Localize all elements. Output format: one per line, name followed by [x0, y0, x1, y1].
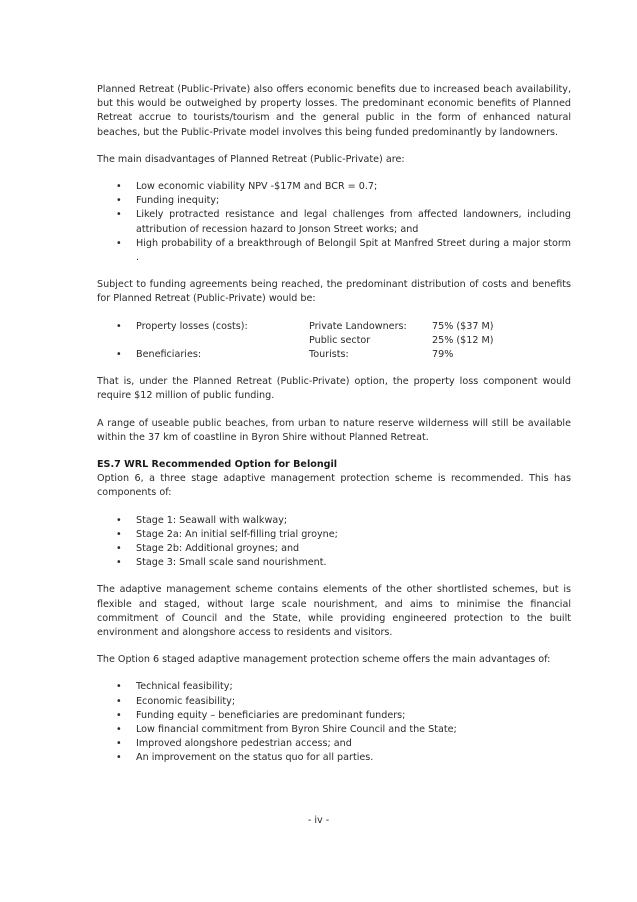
- paragraph-option-6: Option 6, a three stage adaptive management protection scheme is recommended. This has components of:: [97, 473, 571, 499]
- list-item: • Stage 2a: An initial self-filling trial groyne;: [97, 528, 571, 542]
- distribution-party: Private Landowners:: [309, 320, 407, 332]
- distribution-share: 75% ($37 M): [432, 320, 494, 332]
- distribution-item: Beneficiaries:: [136, 349, 202, 361]
- paragraph-disadvantages-intro: The main disadvantages of Planned Retreat (Public-Private) are:: [97, 153, 405, 165]
- list-item: • Likely protracted resistance and legal challenges from affected landowners, including attribution of recession hazard to Jonson Street works; and: [97, 208, 571, 236]
- list-item: • Stage 3: Small scale sand nourishment.: [97, 556, 571, 570]
- list-item: • Stage 1: Seawall with walkway;: [97, 514, 571, 528]
- distribution-table: [97, 320, 571, 363]
- distribution-party: Public sector: [309, 334, 371, 346]
- list-item: • Improved alongshore pedestrian access; and: [97, 737, 571, 751]
- list-item: • Funding inequity;: [97, 194, 571, 208]
- document-page: [97, 83, 571, 766]
- distribution-item: Property losses (costs):: [136, 320, 248, 332]
- list-item: • Economic feasibility;: [97, 695, 571, 709]
- distribution-party: Tourists:: [309, 349, 349, 361]
- paragraph-economic-benefits: Planned Retreat (Public-Private) also offers economic benefits due to increased beach availability, but this would be outweighed by property losses. The predominant economic benefits of Planned Retreat accrue to tourists/tourism and the general public in the form of enhanced natural beaches, but the Public-Private model involves this being funded predominantly by landowners.: [97, 84, 571, 138]
- paragraph-advantages-intro: The Option 6 staged adaptive management protection scheme offers the main advantages of:: [97, 654, 551, 666]
- stages-list: [97, 514, 571, 571]
- paragraph-public-beaches: A range of useable public beaches, from urban to nature reserve wilderness will still be available within the 37 km of coastline in Byron Shire without Planned Retreat.: [97, 417, 571, 443]
- distribution-share: 25% ($12 M): [432, 334, 494, 346]
- list-item: • Technical feasibility;: [97, 680, 571, 694]
- bullet: •: [116, 349, 122, 361]
- bullet: •: [116, 320, 122, 332]
- list-item: • Funding equity – beneficiaries are predominant funders;: [97, 709, 571, 723]
- distribution-share: 79%: [432, 349, 454, 361]
- list-item: • Low financial commitment from Byron Shire Council and the State;: [97, 723, 571, 737]
- section-heading: ES.7 WRL Recommended Option for Belongil: [97, 459, 338, 471]
- list-item: • Low economic viability NPV -$17M and BCR = 0.7;: [97, 180, 571, 194]
- page-number: - iv -: [307, 815, 330, 826]
- table-row: [97, 348, 571, 362]
- paragraph-adaptive-scheme: The adaptive management scheme contains elements of the other shortlisted schemes, but is flexible and staged, without large scale nourishment, and aims to minimise the financial commitment of Council and the State, while providing engineered protection to the built environment and alongshore access to residents and visitors.: [97, 584, 571, 639]
- paragraph-distribution-intro: Subject to funding agreements being reached, the predominant distribution of costs and benefits for Planned Retreat (Public-Private) would be:: [97, 279, 571, 305]
- table-row: [97, 334, 571, 348]
- disadvantages-list: [97, 180, 571, 265]
- list-item: • High probability of a breakthrough of Belongil Spit at Manfred Street during a major storm .: [97, 237, 571, 265]
- paragraph-public-funding: That is, under the Planned Retreat (Public-Private) option, the property loss component would require $12 million of public funding.: [97, 376, 571, 402]
- list-item: • Stage 2b: Additional groynes; and: [97, 542, 571, 556]
- advantages-list: [97, 680, 571, 765]
- table-row: [97, 320, 571, 334]
- list-item: • An improvement on the status quo for all parties.: [97, 751, 571, 765]
